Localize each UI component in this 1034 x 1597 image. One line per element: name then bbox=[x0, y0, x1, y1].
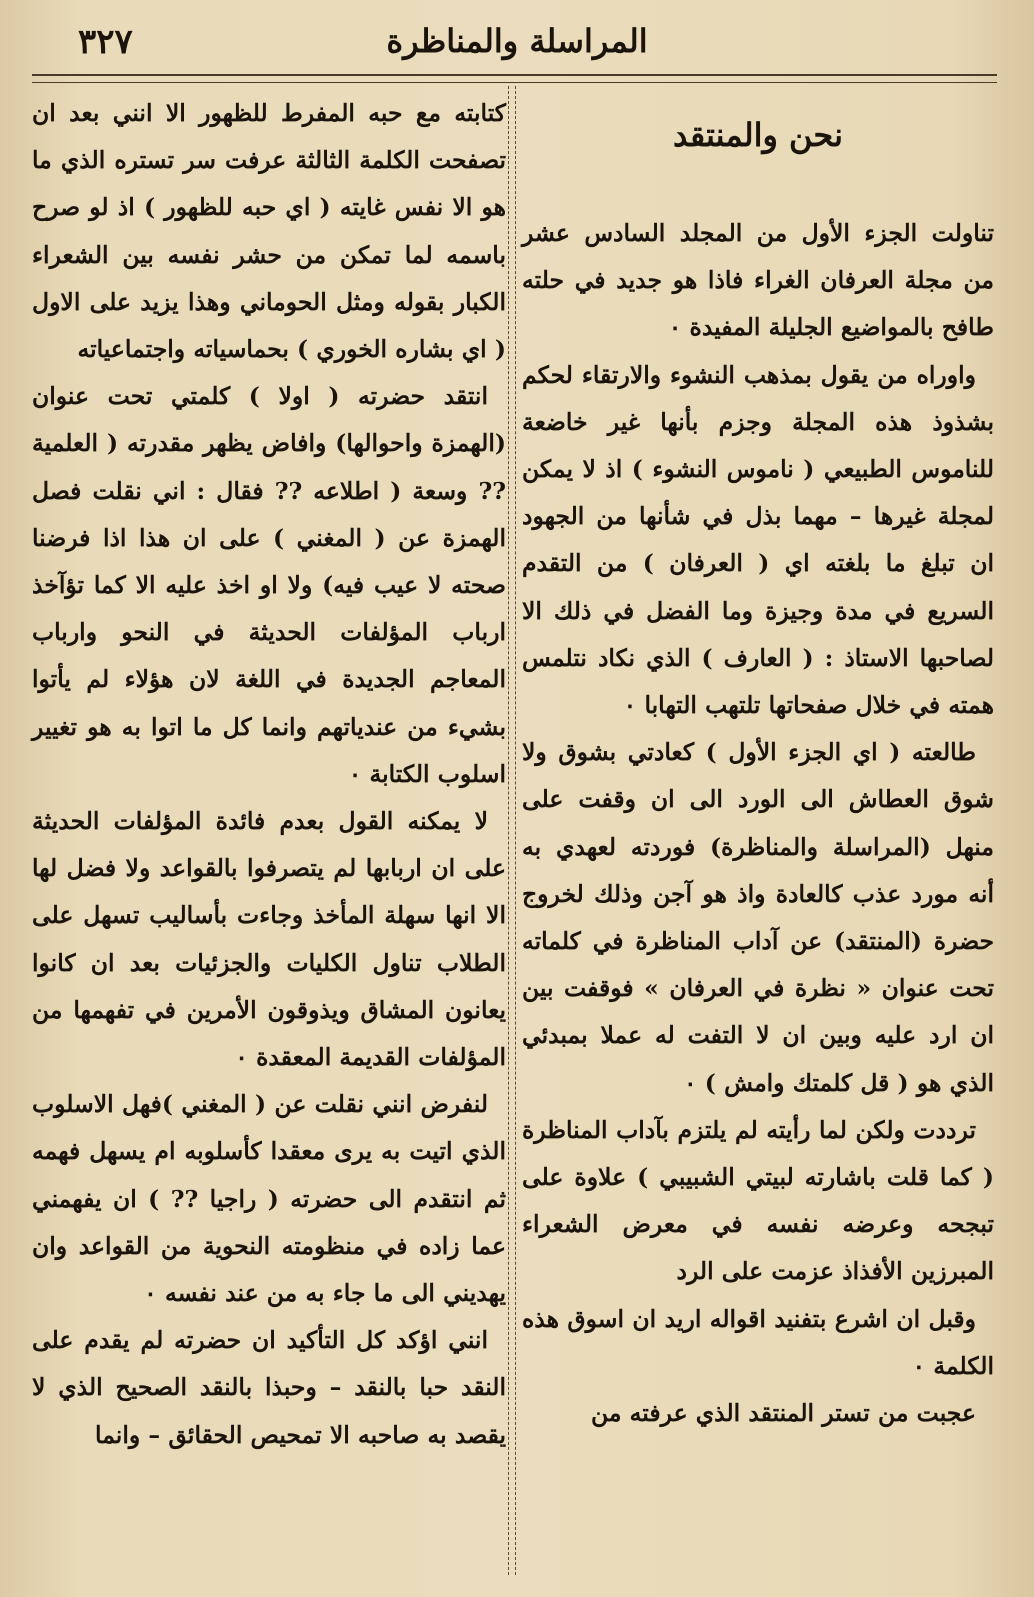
paragraph: لا يمكنه القول بعدم فائدة المؤلفات الحديثة على ان اربابها لم يتصرفوا بالقواعد ولا فضل لها الا انها سهلة المأخذ وجاءت بأساليب تسهل على الطلاب تناول الكليات والجزئيات بعد ان كانوا يعانون المشاق ويذوقون الأمرين في تفهمها من المؤلفات القديمة المعقدة ٠ bbox=[32, 807, 506, 1072]
paragraph: كتابته مع حبه المفرط للظهور الا انني بعد ان تصفحت الكلمة الثالثة عرفت سر تستره الذي ما هو الا نفس غايته ( اي حبه للظهور ) اذ لو صرح باسمه لما تمكن من حشر نفسه بين الشعراء الكبار بقوله ومثل الحوماني وهذا يزيد على الاول ( اي بشاره الخوري ) بحماسياته واجتماعياته bbox=[32, 99, 506, 364]
header-rule bbox=[32, 74, 997, 83]
article-title: نحن والمنتقد bbox=[673, 116, 843, 154]
column-divider bbox=[508, 86, 516, 1575]
left-column bbox=[32, 90, 506, 1577]
paragraph: عجبت من تستر المنتقد الذي عرفته من bbox=[591, 1399, 976, 1428]
paragraph: تناولت الجزء الأول من المجلد السادس عشر من مجلة العرفان الغراء فاذا هو جديد في حلته طافح بالمواضيع الجليلة المفيدة ٠ bbox=[522, 219, 994, 342]
paragraph: ترددت ولكن لما رأيته لم يلتزم بآداب المناظرة ( كما قلت باشارته لبيتي الشبيبي ) علاوة على تبجحه وعرضه نفسه في معرض الشعراء المبرزين الأفذاذ عزمت على الرد bbox=[522, 1115, 994, 1286]
running-title: المراسلة والمناظرة bbox=[386, 22, 648, 60]
page-number: ٣٢٧ bbox=[78, 22, 133, 62]
paragraph: طالعته ( اي الجزء الأول ) كعادتي بشوق ولا شوق العطاش الى الورد الى ان وقفت على منهل (المراسلة والمناظرة) فوردته لعهدي به أنه مورد عذب كالعادة واذ هو آجن وذلك لخروج حضرة (المنتقد) عن آداب المناظرة في كلماته تحت عنوان « نظرة في العرفان » فوقفت بين ان ارد عليه وبين ان لا التفت له عملا بمبدئي الذي هو ( قل كلمتك وامش ) ٠ bbox=[522, 738, 994, 1097]
paragraph: واوراه من يقول بمذهب النشوء والارتقاء لحكم بشذوذ هذه المجلة وجزم بأنها غير خاضعة للناموس الطبيعي ( ناموس النشوء ) اذ لا يمكن لمجلة غيرها – مهما بذل في شأنها من الجهود ان تبلغ ما بلغته اي ( العرفان ) من التقدم السريع في مدة وجيزة وما الفضل في ذلك الا لصاحبها الاستاذ : ( العارف ) الذي نكاد نتلمس همته في خلال صفحاتها تلتهب التهابا ٠ bbox=[522, 360, 994, 720]
paragraph: لنفرض انني نقلت عن ( المغني )فهل الاسلوب الذي اتيت به يرى معقدا كأسلوبه ام يسهل فهمه ثم انتقدم الى حضرته ( راجيا ?? ) ان يفهمني عما زاده في منظومته النحوية من القواعد وان يهديني الى ما جاء به من عند نفسه ٠ bbox=[32, 1090, 506, 1308]
paragraph: انني اؤكد كل التأكيد ان حضرته لم يقدم على النقد حبا بالنقد – وحبذا بالنقد الصحيح الذي لا يقصد به صاحبه الا تمحيص الحقائق – وانما bbox=[32, 1326, 506, 1449]
page-header bbox=[40, 18, 994, 66]
paragraph: انتقد حضرته ( اولا ) كلمتي تحت عنوان (الهمزة واحوالها) وافاض يظهر مقدرته ( العلمية ?? وسعة ( اطلاعه ?? فقال : اني نقلت فصل الهمزة عن ( المغني ) على ان هذا اذا فرضنا صحته لا عيب فيه) ولا او اخذ عليه الا كما تؤآخذ ارباب المؤلفات الحديثة في النحو وارباب المعاجم الجديدة في اللغة لان هؤلاء لم يأتوا بشيء من عندياتهم وانما كل ما اتوا به هو تغيير اسلوب الكتابة ٠ bbox=[32, 382, 506, 788]
right-column bbox=[522, 90, 994, 1577]
paragraph: وقبل ان اشرع بتفنيد اقواله اريد ان اسوق هذه الكلمة ٠ bbox=[522, 1304, 994, 1380]
